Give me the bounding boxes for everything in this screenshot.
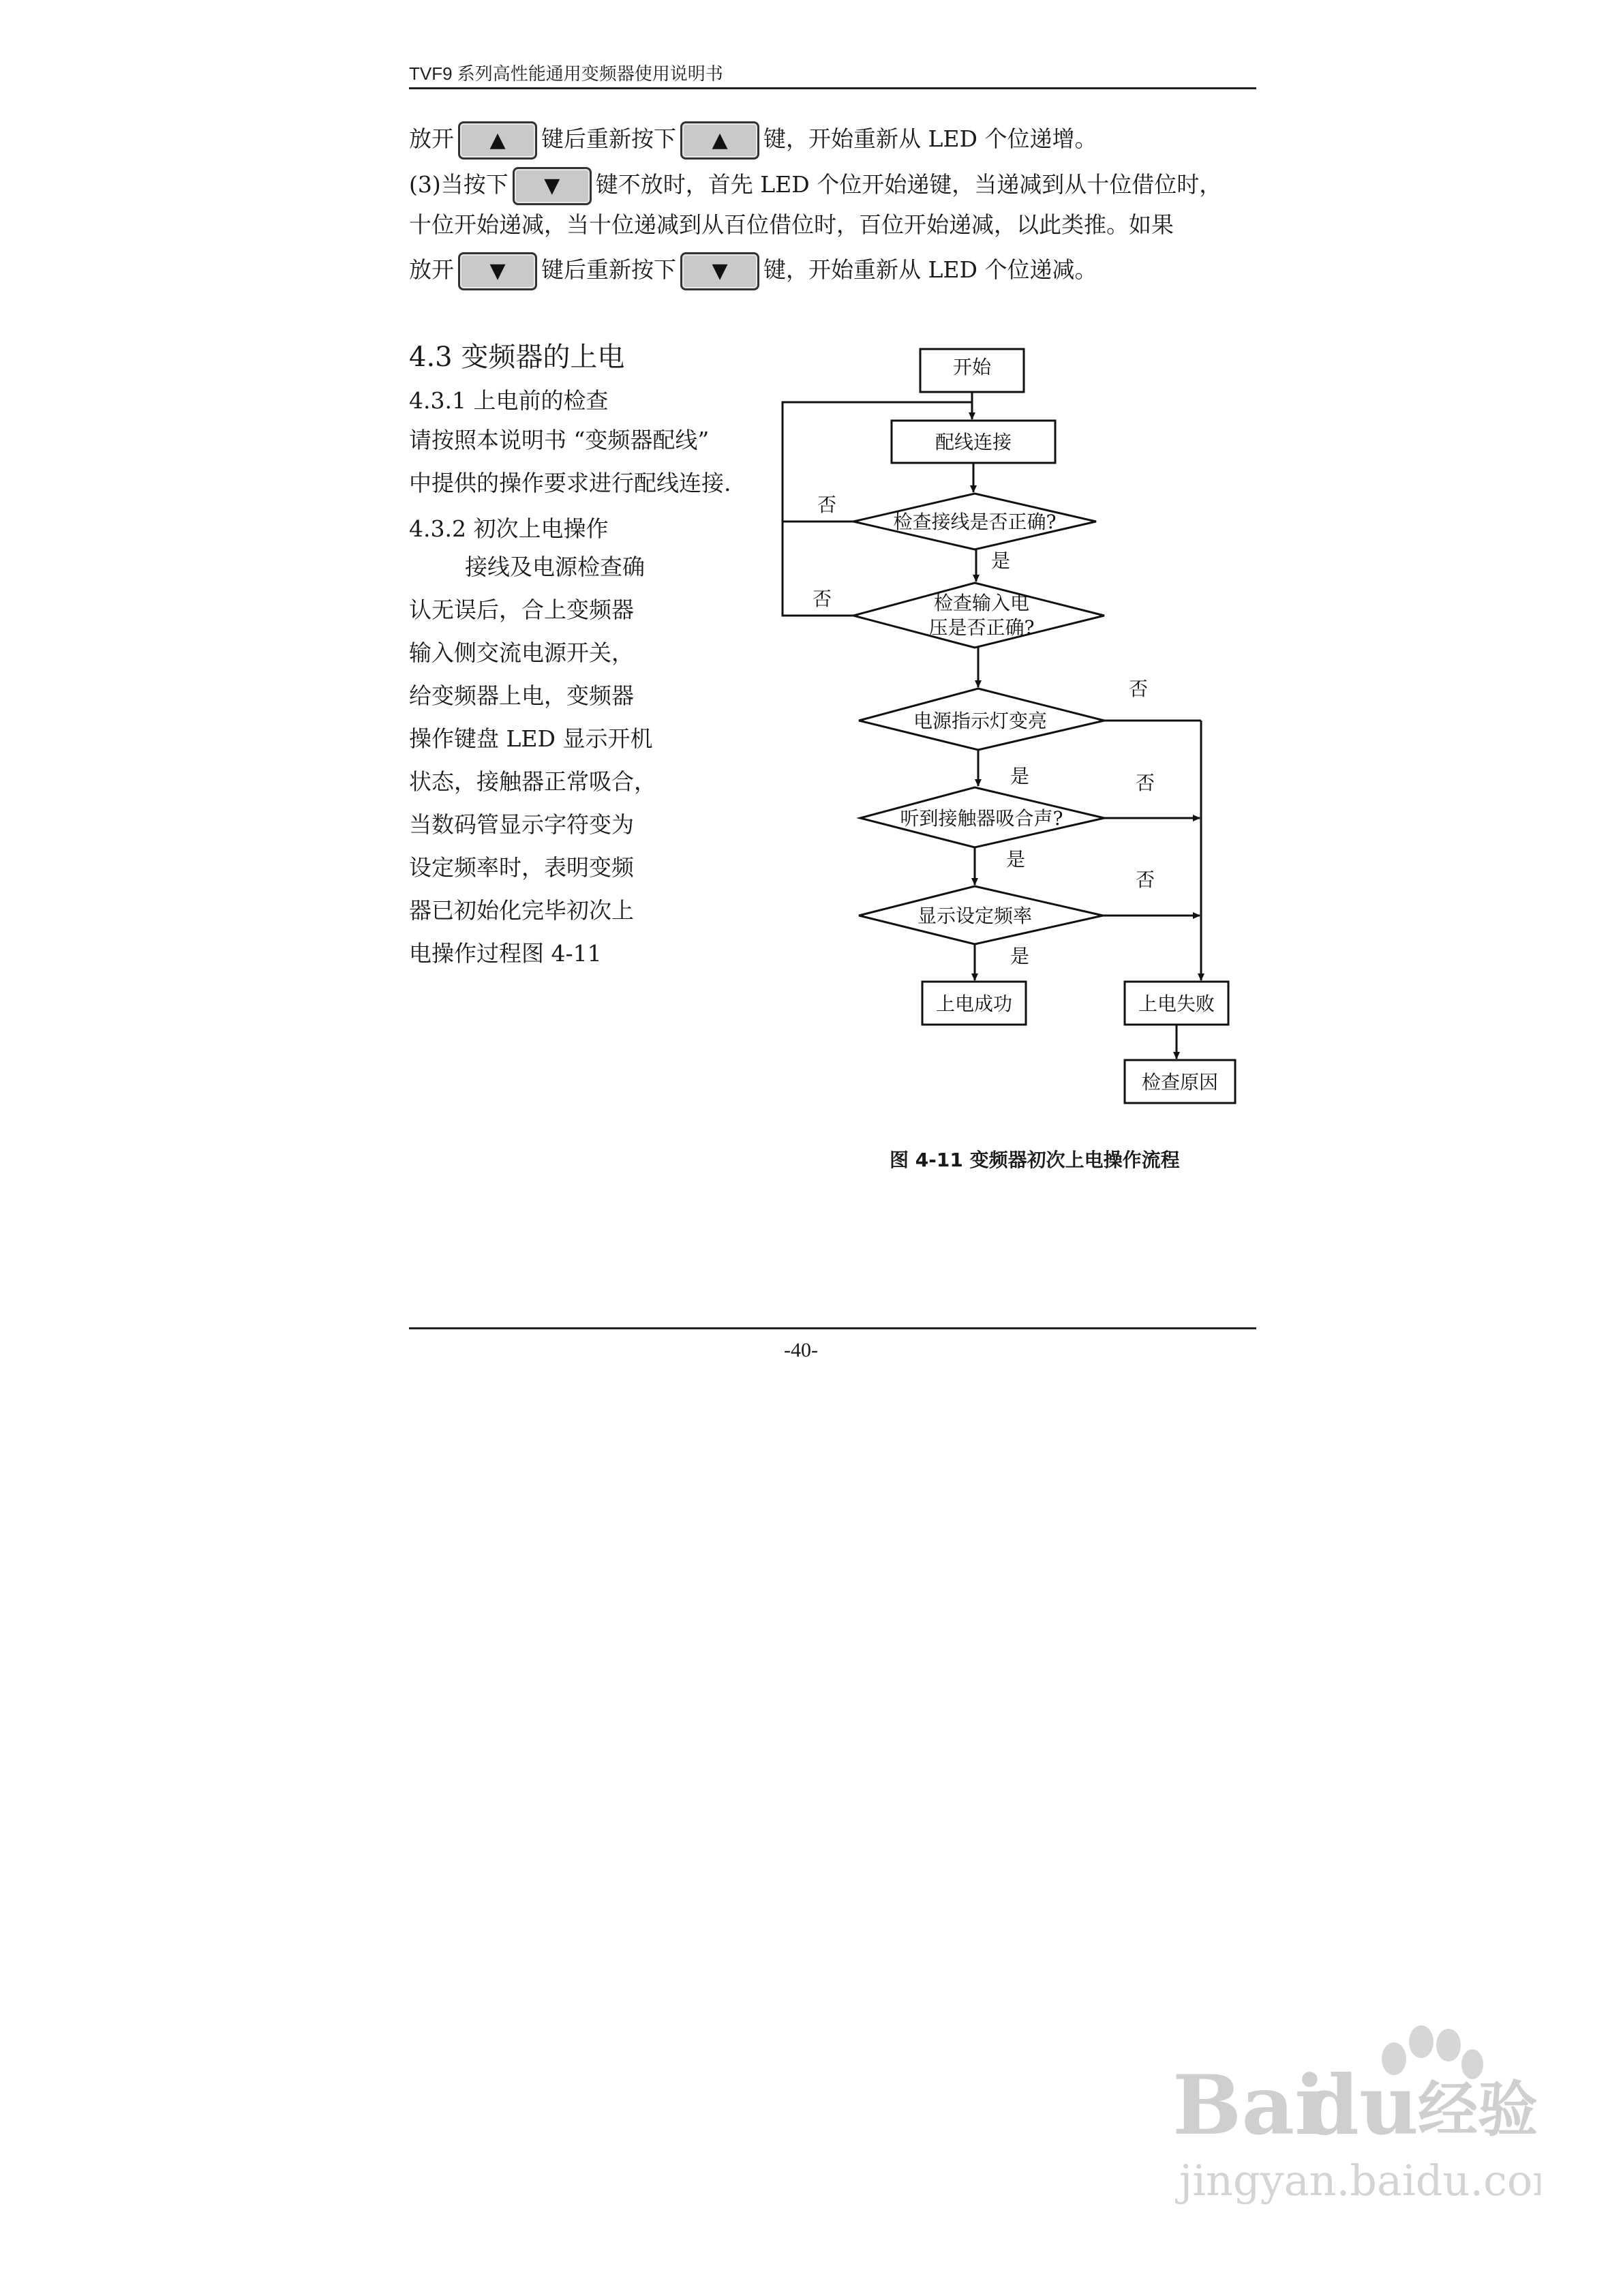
no-label: 否 xyxy=(1128,678,1149,700)
success-label: 上电成功 xyxy=(935,993,1013,1015)
para-line: 状态，接触器正常吸合， xyxy=(409,768,656,795)
no-label: 否 xyxy=(1135,772,1155,794)
down-key-icon: ▼ xyxy=(680,252,759,290)
section-title: 4.3 变频器的上电 xyxy=(409,342,625,373)
fail-label: 上电失败 xyxy=(1138,993,1215,1015)
intro-line-3: 十位开始递减，当十位递减到从百位借位时，百位开始递减，以此类推。如果 xyxy=(409,211,1174,238)
intro-text: 放开 xyxy=(409,256,454,283)
no-label: 否 xyxy=(1135,868,1155,891)
intro-text: 放开 xyxy=(409,125,454,152)
yes-label: 是 xyxy=(1010,765,1030,787)
subsection-title-2: 4.3.2 初次上电操作 xyxy=(409,515,609,542)
up-key-icon: ▲ xyxy=(458,121,537,160)
para-line: 给变频器上电，变频器 xyxy=(409,682,634,709)
para-line: 请按照本说明书 “变频器配线” xyxy=(409,427,710,453)
intro-text: 键，开始重新从 LED 个位递增。 xyxy=(763,125,1097,152)
baidu-watermark xyxy=(1159,2018,1541,2225)
baidu-paw-logo-icon xyxy=(1159,2018,1541,2222)
para-line: 接线及电源检查确 xyxy=(465,554,645,580)
para-line: 输入侧交流电源开关， xyxy=(409,639,634,666)
yes-label: 是 xyxy=(990,549,1011,572)
watermark-url: jingyan.baidu.com xyxy=(1179,2156,1541,2205)
power-led-label: 电源指示灯变亮 xyxy=(913,710,1048,732)
down-key-icon: ▼ xyxy=(458,252,537,290)
watermark-cn: 经验 xyxy=(1418,2074,1538,2145)
para-line: 设定频率时，表明变频 xyxy=(409,854,634,881)
up-key-icon: ▲ xyxy=(680,121,759,160)
contactor-label: 听到接触器吸合声? xyxy=(900,807,1063,830)
display-freq-label: 显示设定频率 xyxy=(917,905,1033,927)
subsection-title-1: 4.3.1 上电前的检查 xyxy=(409,387,609,414)
intro-text: 键后重新按下 xyxy=(541,256,676,283)
wiring-label: 配线连接 xyxy=(935,431,1012,453)
check-voltage-label-1: 检查输入电 xyxy=(933,592,1030,614)
watermark-brand: Bai xyxy=(1172,2057,1326,2154)
para-line: 当数码管显示字符变为 xyxy=(409,811,634,838)
intro-text: 键不放时，首先 LED 个位开始递键，当递减到从十位借位时， xyxy=(595,171,1222,198)
check-voltage-label-2: 压是否正确? xyxy=(928,616,1035,639)
no-label: 否 xyxy=(817,494,837,516)
para-line: 认无误后，合上变频器 xyxy=(409,596,634,623)
para-line: 中提供的操作要求进行配线连接. xyxy=(409,470,731,496)
running-header: TVF9 系列高性能通用变频器使用说明书 xyxy=(409,63,723,84)
intro-text: 键，开始重新从 LED 个位递减。 xyxy=(763,256,1097,283)
yes-label: 是 xyxy=(1010,945,1030,967)
check-wiring-label: 检查接线是否正确? xyxy=(893,511,1057,533)
watermark-brand2: du xyxy=(1302,2057,1419,2154)
figure-caption: 图 4-11 变频器初次上电操作流程 xyxy=(890,1149,1180,1171)
page-number: -40- xyxy=(784,1339,818,1361)
intro-text: (3)当按下 xyxy=(409,171,509,198)
check-reason-label: 检查原因 xyxy=(1141,1071,1219,1093)
para-line: 操作键盘 LED 显示开机 xyxy=(409,725,653,752)
yes-label: 是 xyxy=(1005,848,1026,871)
para-line: 器已初始化完毕初次上 xyxy=(409,897,634,924)
para-line: 电操作过程图 4-11 xyxy=(409,940,602,967)
start-label: 开始 xyxy=(952,356,992,378)
intro-text: 键后重新按下 xyxy=(541,125,676,152)
footer-rule xyxy=(409,1327,1256,1329)
down-key-icon: ▼ xyxy=(513,167,592,205)
no-label: 否 xyxy=(812,588,832,610)
